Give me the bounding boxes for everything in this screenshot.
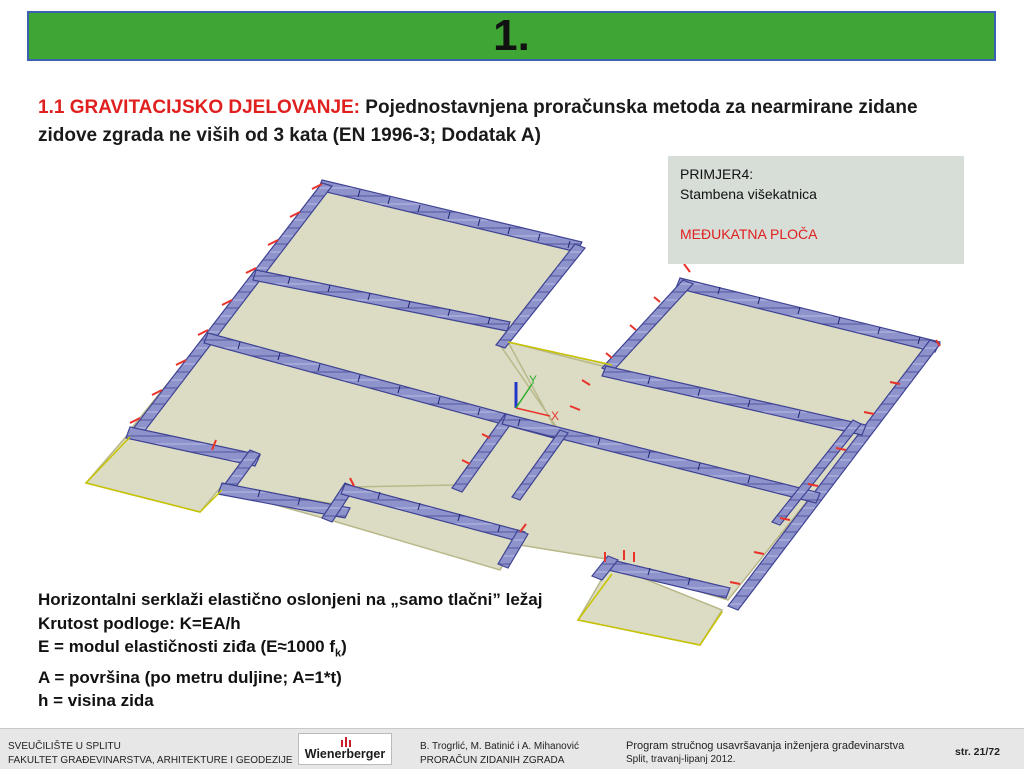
page-number: str. 21/72 [955, 746, 1000, 758]
wienerberger-logo [298, 733, 392, 765]
x-axis-label: X [551, 409, 560, 423]
footer-org-line-2: FAKULTET GRAĐEVINARSTVA, ARHITEKTURE I GEODEZIJE [8, 755, 293, 766]
body-line-3-pre: E = modul elastičnosti ziđa (E≈1000 f [38, 637, 336, 656]
slide-title: 1. [493, 11, 530, 60]
body-line-3-post: ) [341, 637, 347, 656]
body-line-2: Krutost podloge: K=EA/h [38, 613, 241, 633]
note-line-2: Stambena višekatnica [680, 186, 817, 202]
body-line-3 [38, 635, 542, 666]
footer-place-line: Split, travanj-lipanj 2012. [626, 754, 736, 765]
footer [0, 728, 1024, 769]
heading-section: 1.1 GRAVITACIJSKO DJELOVANJE: [38, 97, 361, 118]
footer-authors-line: B. Trogrlić, M. Batinić i A. Mihanović [420, 741, 579, 752]
footer-org-line-1: SVEUČILIŠTE U SPLITU [8, 741, 121, 752]
body-line-5: h = visina zida [38, 691, 154, 711]
body-line-4: A = površina (po metru duljine; A=1*t) [38, 667, 342, 687]
y-axis-label: Y [529, 373, 538, 387]
note-line-3: MEĐUKATNA PLOČA [680, 226, 818, 242]
logo-text: Wienerberger [304, 747, 386, 761]
footer-course-line: PRORAČUN ZIDANIH ZGRADA [420, 755, 565, 766]
body-text [38, 588, 542, 713]
body-line-1: Horizontalni serklaži elastično oslonjeni na „samo tlačni” ležaj [38, 590, 543, 609]
heading-text: Pojednostavnjena proračunska metoda za nearmirane zidane zidove zgrada ne viših od 3 kata (EN 1996-3; Dodatak A) [38, 97, 918, 146]
note-line-1: PRIMJER4: [680, 166, 754, 182]
footer-org [8, 740, 293, 768]
footer-program [626, 739, 904, 767]
footer-authors [420, 740, 579, 768]
footer-program-line: Program stručnog usavršavanja inženjera građevinarstva [626, 740, 905, 752]
body-line-3-sub: k [335, 647, 342, 660]
example-note-box [668, 156, 964, 264]
logo-mark-icon [340, 737, 352, 747]
